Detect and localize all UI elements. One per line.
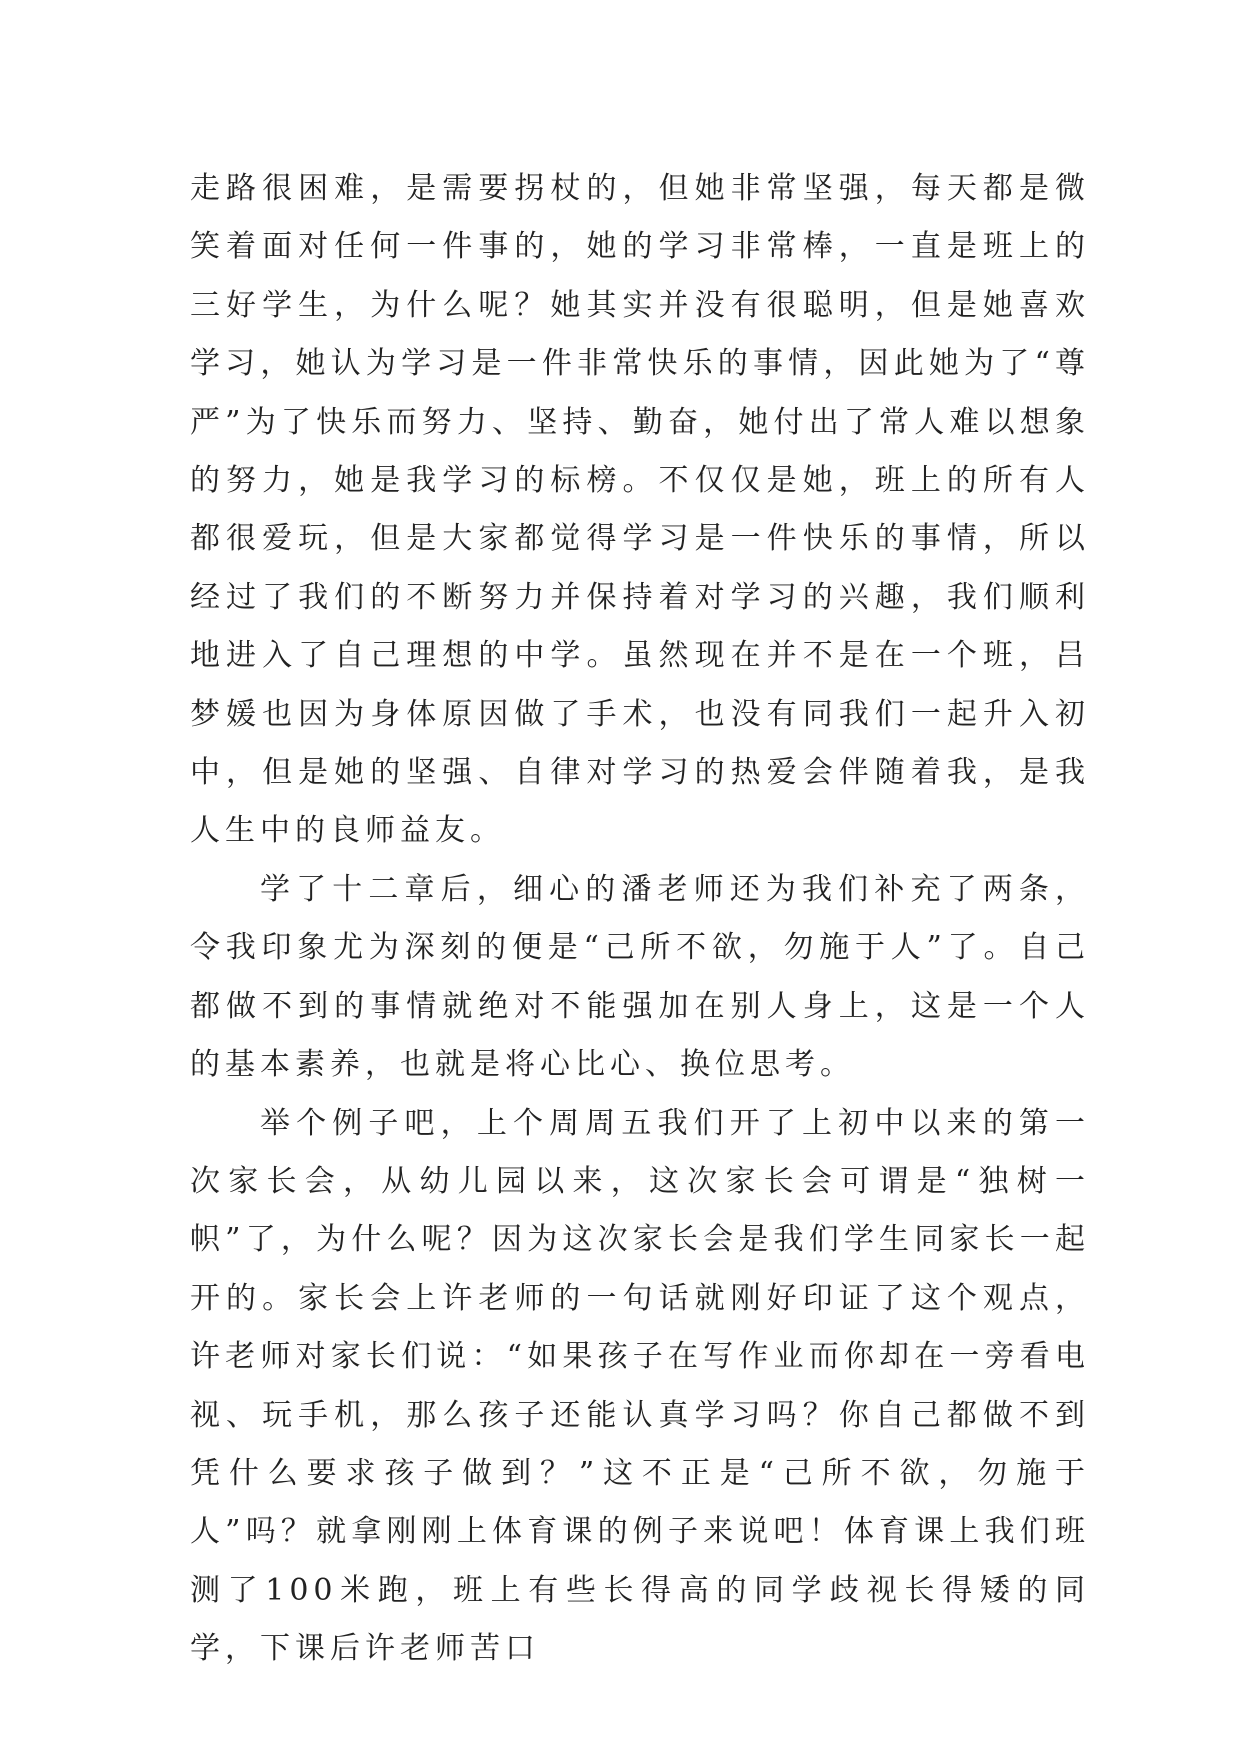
paragraph-example: 举个例子吧，上个周周五我们开了上初中以来的第一次家长会，从幼儿园以来，这次家长会可谓是“独树一帜”了，为什么呢？因为这次家长会是我们学生同家长一起开的。家长会上许老师的一句话就刚好印证了这个观点，许老师对家长们说：“如果孩子在写作业而你却在一旁看电视、玩手机，那么孩子还能认真学习吗？你自己都做不到凭什么要求孩子做到？”这不正是“己所不欲，勿施于人”吗？就拿刚刚上体育课的例子来说吧！体育课上我们班测了100米跑，班上有些长得高的同学歧视长得矮的同学，下课后许老师苦口 <box>190 1105 1090 1667</box>
paragraph-continued: 走路很困难，是需要拐杖的，但她非常坚强，每天都是微笑着面对任何一件事的，她的学习非常棒，一直是班上的三好学生，为什么呢？她其实并没有很聪明，但是她喜欢学习，她认为学习是一件非常快乐的事情，因此她为了“尊严”为了快乐而努力、坚持、勤奋，她付出了常人难以想象的努力，她是我学习的标榜。不仅仅是她，班上的所有人都很爱玩，但是大家都觉得学习是一件快乐的事情，所以经过了我们的不断努力并保持着对学习的兴趣，我们顺利地进入了自己理想的中学。虽然现在并不是在一个班，吕梦媛也因为身体原因做了手术，也没有同我们一起升入初中，但是她的坚强、自律对学习的热爱会伴随着我，是我人生中的良师益友。 <box>190 171 1090 849</box>
paragraph-supplement: 学了十二章后，细心的潘老师还为我们补充了两条，令我印象尤为深刻的便是“己所不欲，勿施于人”了。自己都做不到的事情就绝对不能强加在别人身上，这是一个人的基本素养，也就是将心比心、换位思考。 <box>190 871 1090 1083</box>
body-text <box>190 160 1090 1679</box>
